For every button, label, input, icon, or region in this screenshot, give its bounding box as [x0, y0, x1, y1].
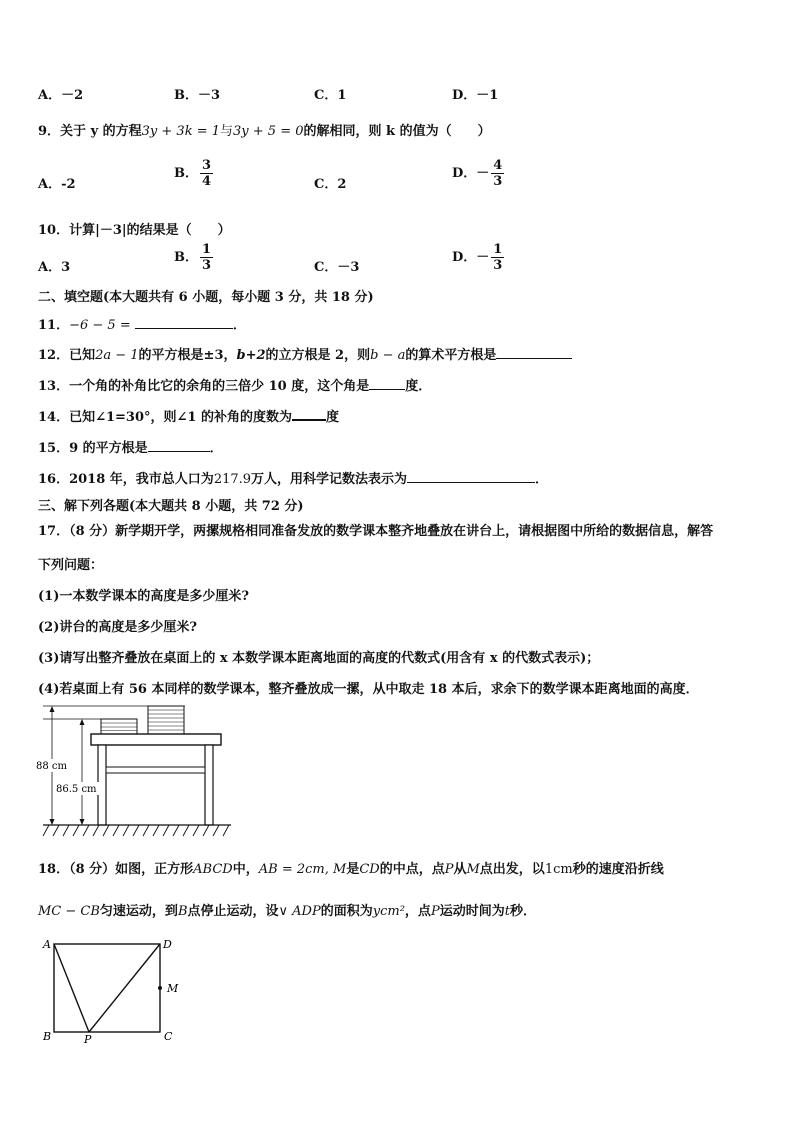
- q17-part-2: (2)讲台的高度是多少厘米?: [38, 620, 197, 635]
- q10-stem: 10．计算|－3|的结果是（ ）: [38, 223, 231, 238]
- q17-part-3: (3)请写出整齐叠放在桌面上的 x 本数学课本距离地面的高度的代数式(用含有 x 的代数式表示)；: [38, 651, 600, 666]
- q9-eq1: 3y + 3k = 1: [141, 124, 221, 139]
- q18-math-p: P: [444, 862, 454, 877]
- q9-eq2: 3y + 5 = 0: [233, 124, 304, 139]
- q9-mid: 与: [220, 124, 234, 139]
- q13-text-a: 13．一个角的补角比它的余角的三倍少 10 度，这个角是: [38, 379, 370, 394]
- section-3-heading: 三、解下列各题(本大题共 8 小题，共 72 分): [38, 499, 304, 514]
- q18-math-p2: P: [430, 904, 440, 919]
- desk-leg-left: [98, 745, 106, 825]
- q8-option-b: B．－3: [174, 88, 221, 103]
- q11-end: ．: [232, 318, 246, 333]
- q11-answer-blank: [135, 316, 233, 329]
- q12-math-3: b − a: [370, 348, 406, 363]
- arrow-up-86: [80, 719, 85, 725]
- q18-text-b: 中，: [232, 862, 259, 877]
- q12-text-a: 12．已知: [38, 348, 96, 363]
- label-m: M: [167, 982, 179, 995]
- q16-text-c: ．: [535, 472, 549, 487]
- q18-math-area: ycm²: [372, 904, 405, 919]
- label-c: C: [164, 1030, 173, 1043]
- q12-text-c: 的立方根是 2，则: [265, 348, 371, 363]
- q17-part-4: (4)若桌面上有 56 本同样的数学课本，整齐叠放成一摞，从中取走 18 本后，求余下的数学课本距离地面的高度．: [38, 682, 699, 697]
- q16-answer-blank: [407, 470, 535, 483]
- q18-text-g: 秒的速度沿折线: [572, 862, 664, 877]
- q8-option-d: D．－1: [452, 88, 499, 103]
- q18-square-figure: [38, 934, 188, 1046]
- label-b: B: [43, 1030, 52, 1043]
- q18-math-m: M: [466, 862, 480, 877]
- q12-math-2: b+2: [236, 348, 266, 363]
- q18-math-triangle: ∨ ADP: [278, 904, 321, 919]
- q9-option-b: [174, 158, 215, 189]
- q18-text-l2b: 匀速运动，到: [99, 904, 178, 919]
- q13-text-b: 度．: [405, 379, 432, 394]
- q10-d-denominator: 3: [493, 258, 503, 273]
- q13: [38, 375, 431, 394]
- q18-text-l2d: 点停止运动，设: [187, 904, 279, 919]
- q9-suffix: 的解相同，则 k 的值为（ ）: [303, 124, 491, 139]
- arrow-down-88: [50, 819, 55, 825]
- q18-line-2: [38, 900, 536, 919]
- q13-answer-blank: [369, 377, 405, 390]
- label-a: A: [43, 938, 51, 951]
- q18-text-l2j: 运动时间为: [439, 904, 505, 919]
- tall-book-stack: [148, 706, 184, 734]
- short-book-stack: [101, 719, 137, 734]
- q18-text-c: 是: [346, 862, 360, 877]
- q14: [38, 406, 339, 425]
- q18-text-a: 18．（8 分）如图，正方形: [38, 862, 194, 877]
- arrow-up-88: [50, 706, 55, 712]
- q10-option-c: C．－3: [314, 260, 360, 275]
- q10-option-d-label: D．－: [452, 250, 490, 265]
- q11-expr: −6 − 5 =: [69, 318, 131, 333]
- q9-option-d: [452, 158, 506, 189]
- section-2-heading: 二、填空题(本大题共有 6 小题，每小题 3 分，共 18 分): [38, 290, 374, 305]
- label-86-5cm: 86.5 cm: [56, 784, 97, 795]
- square-abcd: [54, 944, 160, 1032]
- q17-part-1: (1)一本数学课本的高度是多少厘米?: [38, 589, 249, 604]
- q14-text-a: 14．已知∠1=30°，则∠1 的补角的度数为: [38, 410, 292, 425]
- q18-math-speed: 1cm: [544, 862, 573, 877]
- q18-line-1: [38, 858, 664, 877]
- q15-text-a: 15．9 的平方根是: [38, 441, 148, 456]
- q15-text-b: ．: [209, 441, 223, 456]
- q18-text-l2l: 秒．: [509, 904, 536, 919]
- q18-text-e: 从: [453, 862, 467, 877]
- q18-text-l2h: ，点: [404, 904, 431, 919]
- q8-option-a: A．－2: [38, 88, 84, 103]
- q10-b-denominator: 3: [202, 258, 212, 273]
- arrow-down-86: [80, 819, 85, 825]
- q16-number: 217.9: [213, 472, 252, 487]
- q18-math-t: t: [504, 904, 510, 919]
- q16-text-a: 16．2018 年，我市总人口为: [38, 472, 214, 487]
- q11-label: 11．: [38, 318, 70, 333]
- desk-crossbar: [106, 767, 205, 773]
- q17-line-1: 17．（8 分）新学期开学，两摞规格相同准备发放的数学课本整齐地叠放在讲台上，请根据图中所给的数据信息，解答: [38, 524, 714, 539]
- q10-option-a: A．3: [38, 260, 71, 275]
- q10-option-b-label: B．: [174, 250, 198, 265]
- label-88cm: 88 cm: [36, 761, 67, 772]
- desk-leg-right: [205, 745, 213, 825]
- q18-math-abcd: ABCD: [193, 862, 233, 877]
- segment-dp: [89, 944, 160, 1032]
- q9-prefix: 9．关于 y 的方程: [38, 124, 142, 139]
- q18-math-b: B: [177, 904, 188, 919]
- label-d: D: [163, 938, 172, 951]
- q9-option-c: C．2: [314, 177, 347, 192]
- q10-d-numerator: 1: [493, 242, 503, 257]
- q8-option-c: C．1: [314, 88, 347, 103]
- segment-ap: [54, 944, 89, 1032]
- q18-text-f: 点出发，以: [479, 862, 545, 877]
- q17-desk-figure: [35, 702, 235, 840]
- ground-hatching: [43, 825, 229, 836]
- q9-option-d-label: D．－: [452, 166, 490, 181]
- q12-text-b: 的平方根是±3，: [138, 348, 237, 363]
- q12-text-d: 的算术平方根是: [405, 348, 497, 363]
- q9-d-denominator: 3: [493, 174, 503, 189]
- q16: [38, 468, 548, 487]
- q18-math-ab: AB = 2cm, M: [258, 862, 347, 877]
- q14-answer-blank: [292, 407, 326, 421]
- desk-top: [91, 734, 221, 745]
- q9-stem: [38, 120, 491, 139]
- q17-line-2: 下列问题：: [38, 558, 104, 573]
- q18-text-d: 的中点，点: [379, 862, 445, 877]
- q10-option-b: [174, 242, 215, 273]
- q10-option-d: [452, 242, 506, 273]
- q12: [38, 344, 572, 363]
- q9-b-numerator: 3: [202, 158, 212, 173]
- q9-b-denominator: 4: [202, 174, 212, 189]
- q16-text-b: 万人，用科学记数法表示为: [251, 472, 408, 487]
- q9-d-numerator: 4: [493, 158, 503, 173]
- q18-math-cd: CD: [359, 862, 380, 877]
- q9-option-b-label: B．: [174, 166, 198, 181]
- q15-answer-blank: [148, 439, 210, 452]
- q12-answer-blank: [496, 346, 572, 359]
- point-m: [158, 986, 162, 990]
- q9-option-a: A．-2: [38, 177, 76, 192]
- q12-math-1: 2a − 1: [95, 348, 139, 363]
- q18-math-path: MC − CB: [38, 904, 100, 919]
- q11: [38, 314, 246, 333]
- q14-text-b: 度: [325, 410, 339, 425]
- q15: [38, 437, 223, 456]
- q18-text-l2f: 的面积为: [320, 904, 373, 919]
- label-p: P: [84, 1033, 92, 1046]
- q10-b-numerator: 1: [202, 242, 212, 257]
